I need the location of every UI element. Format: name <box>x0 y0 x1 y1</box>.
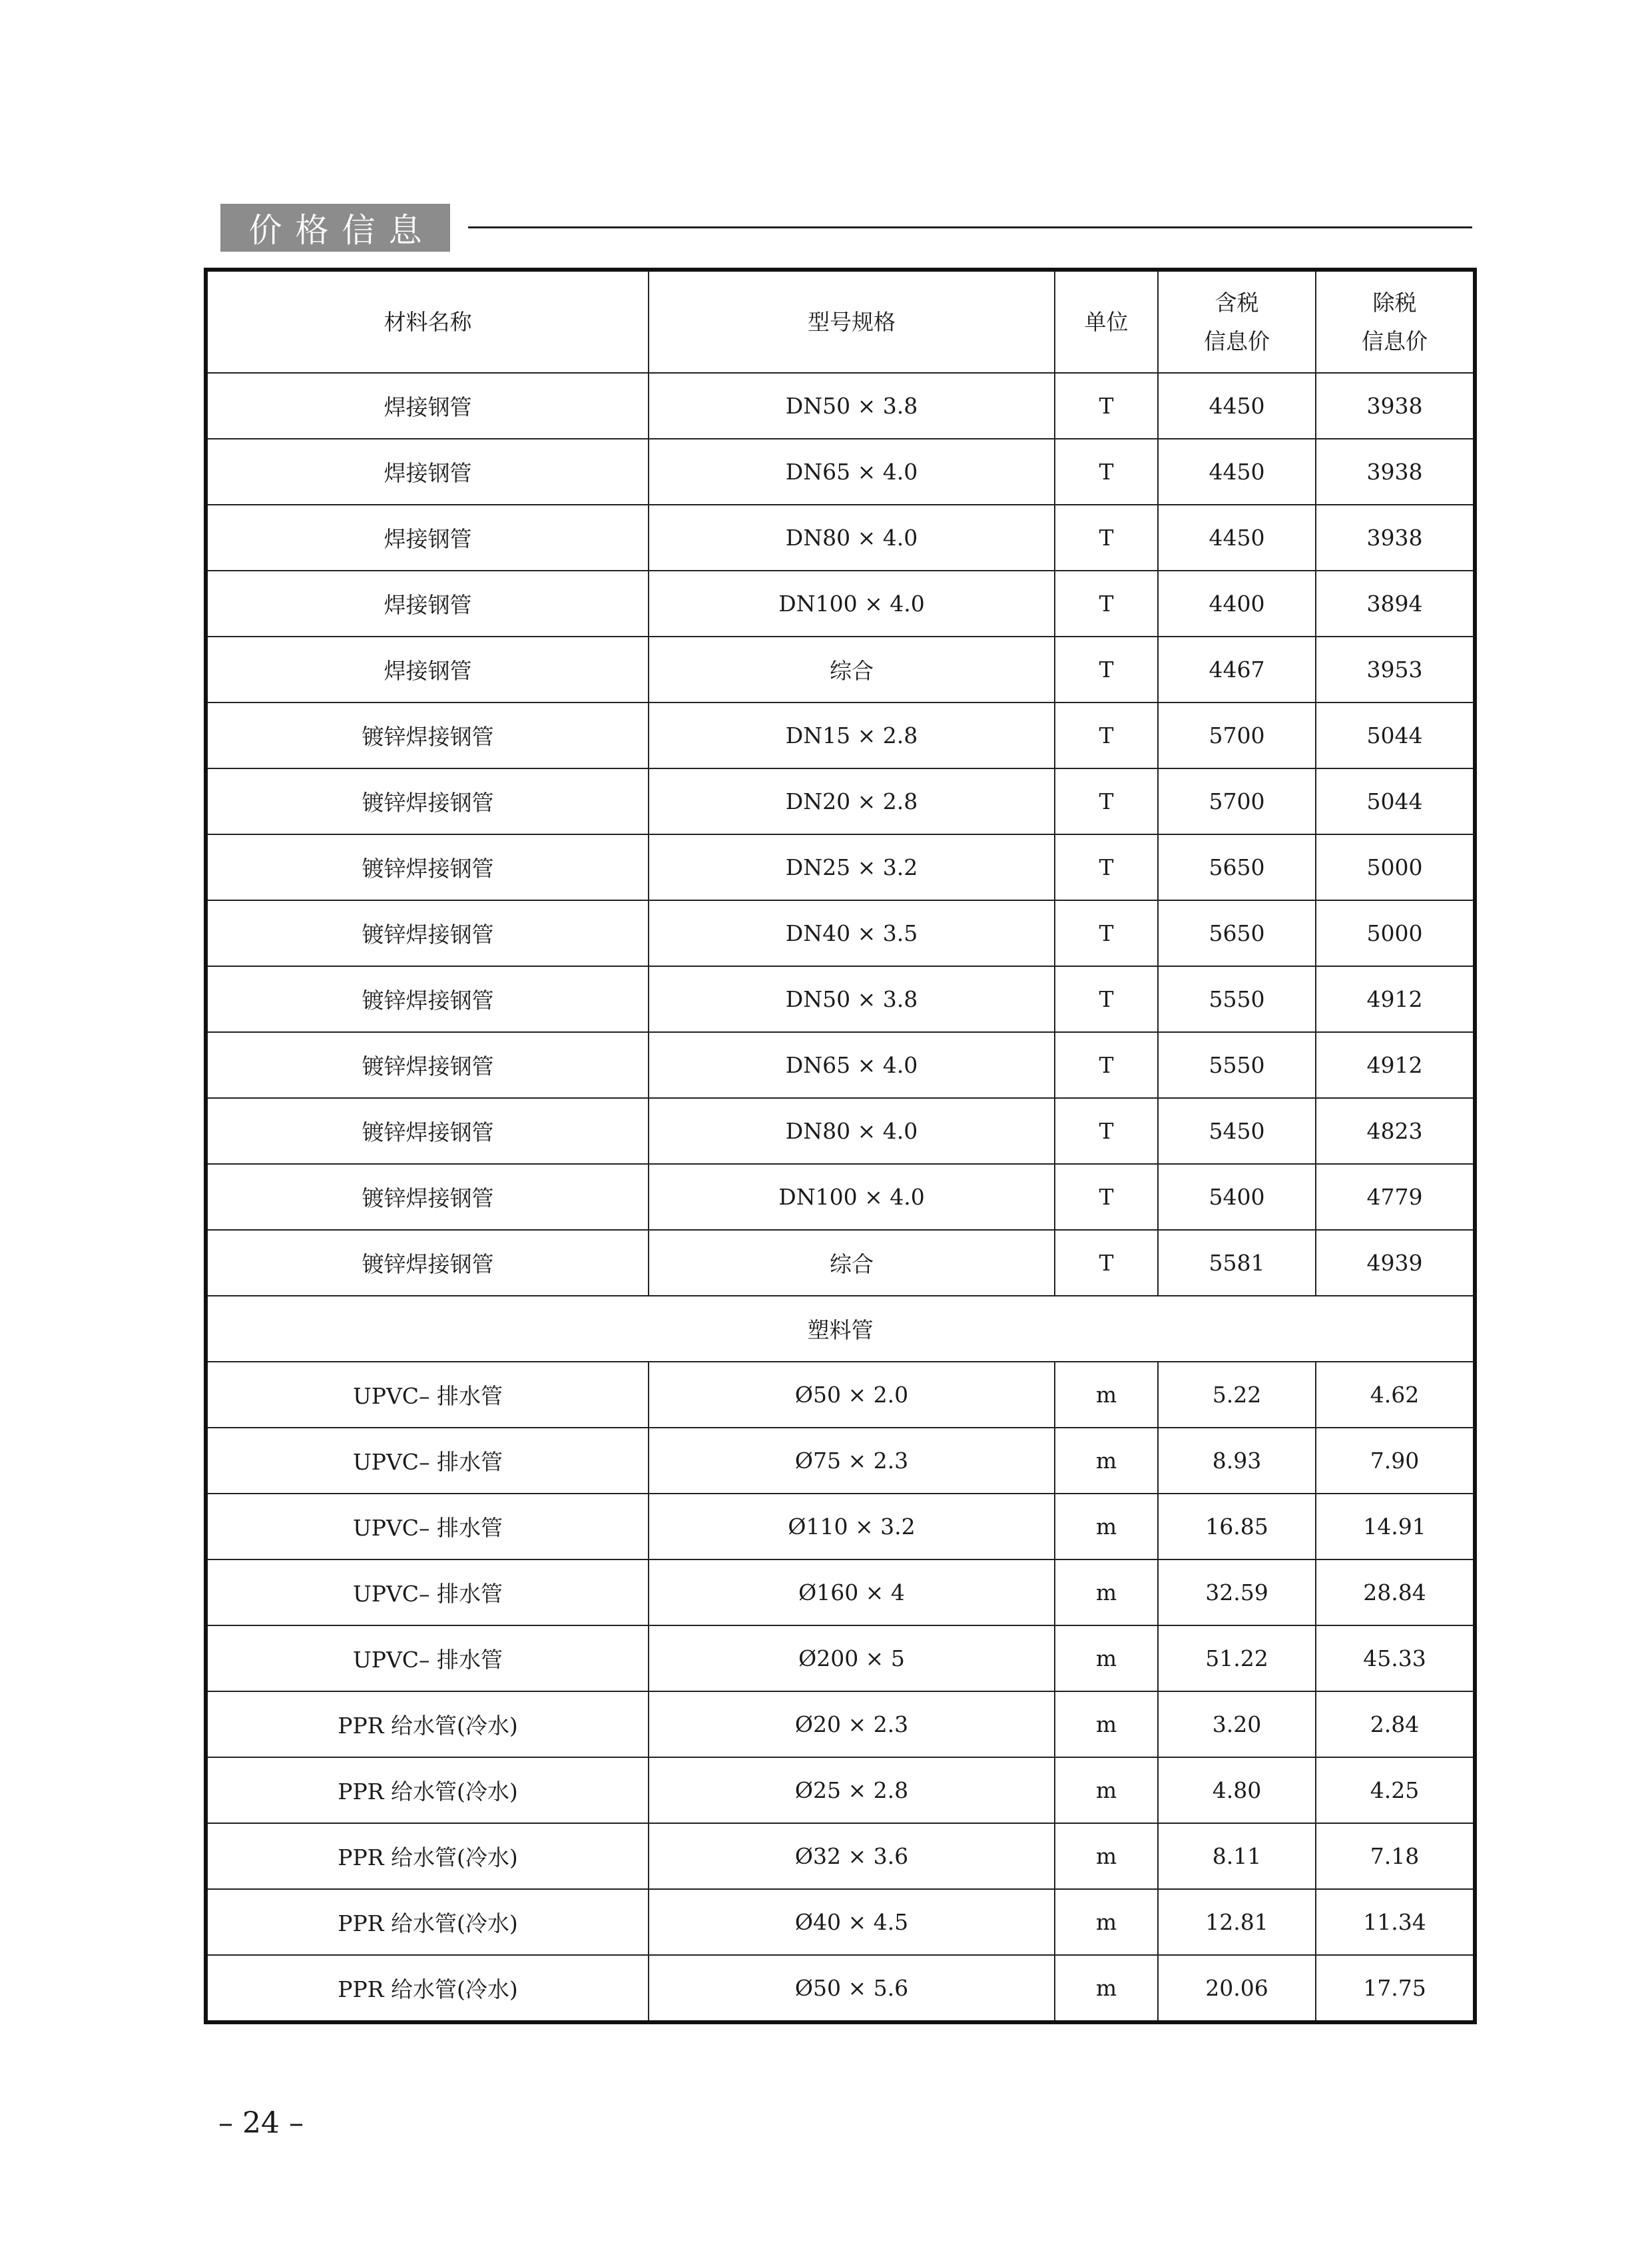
cell-material-name: 镀锌焊接钢管 <box>206 966 649 1032</box>
column-header-unit: 单位 <box>1055 270 1158 373</box>
cell-material-name: UPVC– 排水管 <box>206 1362 649 1428</box>
table-row <box>206 1494 1475 1559</box>
table-body <box>206 373 1475 2022</box>
cell-price-without-tax: 3938 <box>1316 373 1475 439</box>
table-row <box>206 966 1475 1032</box>
cell-spec: Ø75 × 2.3 <box>649 1428 1055 1494</box>
cell-material-name: 镀锌焊接钢管 <box>206 1032 649 1098</box>
cell-unit: T <box>1055 1230 1158 1296</box>
cell-price-with-tax: 20.06 <box>1158 1955 1316 2022</box>
table-row <box>206 1823 1475 1889</box>
cell-spec: Ø160 × 4 <box>649 1559 1055 1625</box>
column-header-name: 材料名称 <box>206 270 649 373</box>
cell-material-name: 镀锌焊接钢管 <box>206 768 649 834</box>
cell-price-without-tax: 28.84 <box>1316 1559 1475 1625</box>
cell-price-with-tax: 5650 <box>1158 900 1316 966</box>
cell-price-without-tax: 5044 <box>1316 703 1475 768</box>
cell-material-name: PPR 给水管(冷水) <box>206 1889 649 1955</box>
cell-price-without-tax: 5000 <box>1316 900 1475 966</box>
cell-material-name: UPVC– 排水管 <box>206 1559 649 1625</box>
cell-material-name: 焊接钢管 <box>206 439 649 505</box>
cell-unit: T <box>1055 703 1158 768</box>
cell-spec: DN15 × 2.8 <box>649 703 1055 768</box>
section-heading: 塑料管 <box>206 1296 1475 1362</box>
cell-unit: T <box>1055 834 1158 900</box>
cell-price-without-tax: 4.62 <box>1316 1362 1475 1428</box>
cell-spec: Ø32 × 3.6 <box>649 1823 1055 1889</box>
cell-material-name: 焊接钢管 <box>206 505 649 571</box>
table-row <box>206 1428 1475 1494</box>
table-row <box>206 1691 1475 1757</box>
cell-unit: T <box>1055 373 1158 439</box>
table-row <box>206 1625 1475 1691</box>
table-row <box>206 1889 1475 1955</box>
cell-price-with-tax: 5550 <box>1158 1032 1316 1098</box>
cell-price-with-tax: 4450 <box>1158 373 1316 439</box>
cell-price-without-tax: 4939 <box>1316 1230 1475 1296</box>
cell-price-with-tax: 4450 <box>1158 505 1316 571</box>
table-header-row <box>206 270 1475 373</box>
cell-price-without-tax: 7.90 <box>1316 1428 1475 1494</box>
column-header-price-without-tax-line2: 信息价 <box>1362 328 1428 354</box>
cell-unit: T <box>1055 900 1158 966</box>
cell-material-name: 镀锌焊接钢管 <box>206 1164 649 1230</box>
cell-spec: 综合 <box>649 637 1055 703</box>
cell-spec: DN80 × 4.0 <box>649 505 1055 571</box>
cell-material-name: 焊接钢管 <box>206 637 649 703</box>
cell-unit: T <box>1055 768 1158 834</box>
cell-spec: 综合 <box>649 1230 1055 1296</box>
cell-price-with-tax: 4400 <box>1158 571 1316 637</box>
price-table <box>204 268 1477 2024</box>
cell-price-with-tax: 5400 <box>1158 1164 1316 1230</box>
table-row <box>206 768 1475 834</box>
cell-price-with-tax: 4450 <box>1158 439 1316 505</box>
cell-price-with-tax: 8.93 <box>1158 1428 1316 1494</box>
cell-unit: T <box>1055 1164 1158 1230</box>
cell-material-name: 焊接钢管 <box>206 571 649 637</box>
cell-price-without-tax: 17.75 <box>1316 1955 1475 2022</box>
cell-spec: DN100 × 4.0 <box>649 571 1055 637</box>
cell-spec: DN20 × 2.8 <box>649 768 1055 834</box>
table-row <box>206 1362 1475 1428</box>
cell-price-with-tax: 5581 <box>1158 1230 1316 1296</box>
column-header-price-with-tax-line1: 含税 <box>1215 289 1259 316</box>
cell-unit: m <box>1055 1494 1158 1559</box>
cell-price-with-tax: 5.22 <box>1158 1362 1316 1428</box>
cell-spec: DN50 × 3.8 <box>649 966 1055 1032</box>
cell-material-name: UPVC– 排水管 <box>206 1625 649 1691</box>
cell-price-without-tax: 4912 <box>1316 966 1475 1032</box>
table-row <box>206 1032 1475 1098</box>
column-header-price-with-tax-line2: 信息价 <box>1204 328 1270 354</box>
cell-spec: DN65 × 4.0 <box>649 1032 1055 1098</box>
section-title: 价格信息 <box>220 204 450 252</box>
table-row <box>206 1098 1475 1164</box>
cell-unit: m <box>1055 1559 1158 1625</box>
cell-spec: DN80 × 4.0 <box>649 1098 1055 1164</box>
cell-price-with-tax: 32.59 <box>1158 1559 1316 1625</box>
cell-unit: m <box>1055 1757 1158 1823</box>
page-number: – 24 – <box>218 2106 304 2140</box>
cell-price-with-tax: 5700 <box>1158 703 1316 768</box>
cell-spec: Ø50 × 5.6 <box>649 1955 1055 2022</box>
cell-material-name: 镀锌焊接钢管 <box>206 1098 649 1164</box>
cell-price-without-tax: 4779 <box>1316 1164 1475 1230</box>
cell-price-without-tax: 3894 <box>1316 571 1475 637</box>
table-row <box>206 637 1475 703</box>
cell-spec: Ø20 × 2.3 <box>649 1691 1055 1757</box>
cell-price-without-tax: 3938 <box>1316 505 1475 571</box>
cell-price-without-tax: 4823 <box>1316 1098 1475 1164</box>
cell-price-with-tax: 8.11 <box>1158 1823 1316 1889</box>
cell-unit: T <box>1055 505 1158 571</box>
cell-unit: m <box>1055 1823 1158 1889</box>
cell-unit: T <box>1055 439 1158 505</box>
cell-spec: Ø110 × 3.2 <box>649 1494 1055 1559</box>
cell-price-with-tax: 5450 <box>1158 1098 1316 1164</box>
cell-price-with-tax: 4.80 <box>1158 1757 1316 1823</box>
cell-spec: DN100 × 4.0 <box>649 1164 1055 1230</box>
table-row <box>206 571 1475 637</box>
table-section-row <box>206 1296 1475 1362</box>
cell-price-with-tax: 4467 <box>1158 637 1316 703</box>
cell-price-without-tax: 3953 <box>1316 637 1475 703</box>
cell-price-with-tax: 5650 <box>1158 834 1316 900</box>
cell-price-without-tax: 7.18 <box>1316 1823 1475 1889</box>
table-row <box>206 834 1475 900</box>
cell-spec: DN25 × 3.2 <box>649 834 1055 900</box>
cell-price-with-tax: 16.85 <box>1158 1494 1316 1559</box>
cell-material-name: 镀锌焊接钢管 <box>206 900 649 966</box>
cell-unit: m <box>1055 1428 1158 1494</box>
cell-price-with-tax: 5550 <box>1158 966 1316 1032</box>
cell-unit: T <box>1055 571 1158 637</box>
cell-price-with-tax: 12.81 <box>1158 1889 1316 1955</box>
cell-price-without-tax: 5000 <box>1316 834 1475 900</box>
cell-material-name: PPR 给水管(冷水) <box>206 1691 649 1757</box>
cell-material-name: 镀锌焊接钢管 <box>206 703 649 768</box>
cell-material-name: UPVC– 排水管 <box>206 1494 649 1559</box>
cell-unit: m <box>1055 1691 1158 1757</box>
cell-price-without-tax: 45.33 <box>1316 1625 1475 1691</box>
cell-unit: m <box>1055 1362 1158 1428</box>
cell-price-with-tax: 51.22 <box>1158 1625 1316 1691</box>
cell-price-without-tax: 11.34 <box>1316 1889 1475 1955</box>
cell-price-with-tax: 3.20 <box>1158 1691 1316 1757</box>
cell-material-name: 焊接钢管 <box>206 373 649 439</box>
header-divider <box>468 226 1472 228</box>
cell-material-name: PPR 给水管(冷水) <box>206 1757 649 1823</box>
cell-unit: m <box>1055 1889 1158 1955</box>
cell-unit: m <box>1055 1625 1158 1691</box>
table-row <box>206 1230 1475 1296</box>
table-row <box>206 1757 1475 1823</box>
cell-spec: Ø50 × 2.0 <box>649 1362 1055 1428</box>
cell-price-with-tax: 5700 <box>1158 768 1316 834</box>
cell-unit: T <box>1055 1098 1158 1164</box>
table-row <box>206 703 1475 768</box>
cell-unit: m <box>1055 1955 1158 2022</box>
cell-unit: T <box>1055 637 1158 703</box>
cell-price-without-tax: 5044 <box>1316 768 1475 834</box>
column-header-price-without-tax <box>1316 270 1475 373</box>
table-row <box>206 439 1475 505</box>
cell-price-without-tax: 4912 <box>1316 1032 1475 1098</box>
column-header-price-without-tax-line1: 除税 <box>1372 289 1417 316</box>
column-header-spec: 型号规格 <box>649 270 1055 373</box>
table-row <box>206 373 1475 439</box>
table-row <box>206 900 1475 966</box>
cell-price-without-tax: 3938 <box>1316 439 1475 505</box>
cell-spec: DN50 × 3.8 <box>649 373 1055 439</box>
cell-unit: T <box>1055 1032 1158 1098</box>
cell-material-name: UPVC– 排水管 <box>206 1428 649 1494</box>
cell-material-name: PPR 给水管(冷水) <box>206 1955 649 2022</box>
cell-unit: T <box>1055 966 1158 1032</box>
table-row <box>206 1164 1475 1230</box>
cell-spec: Ø25 × 2.8 <box>649 1757 1055 1823</box>
column-header-price-with-tax <box>1158 270 1316 373</box>
cell-spec: DN65 × 4.0 <box>649 439 1055 505</box>
cell-material-name: 镀锌焊接钢管 <box>206 834 649 900</box>
cell-spec: Ø40 × 4.5 <box>649 1889 1055 1955</box>
cell-spec: Ø200 × 5 <box>649 1625 1055 1691</box>
table-row <box>206 1559 1475 1625</box>
table-row <box>206 1955 1475 2022</box>
cell-price-without-tax: 14.91 <box>1316 1494 1475 1559</box>
cell-price-without-tax: 4.25 <box>1316 1757 1475 1823</box>
cell-material-name: 镀锌焊接钢管 <box>206 1230 649 1296</box>
cell-price-without-tax: 2.84 <box>1316 1691 1475 1757</box>
table-row <box>206 505 1475 571</box>
cell-spec: DN40 × 3.5 <box>649 900 1055 966</box>
cell-material-name: PPR 给水管(冷水) <box>206 1823 649 1889</box>
